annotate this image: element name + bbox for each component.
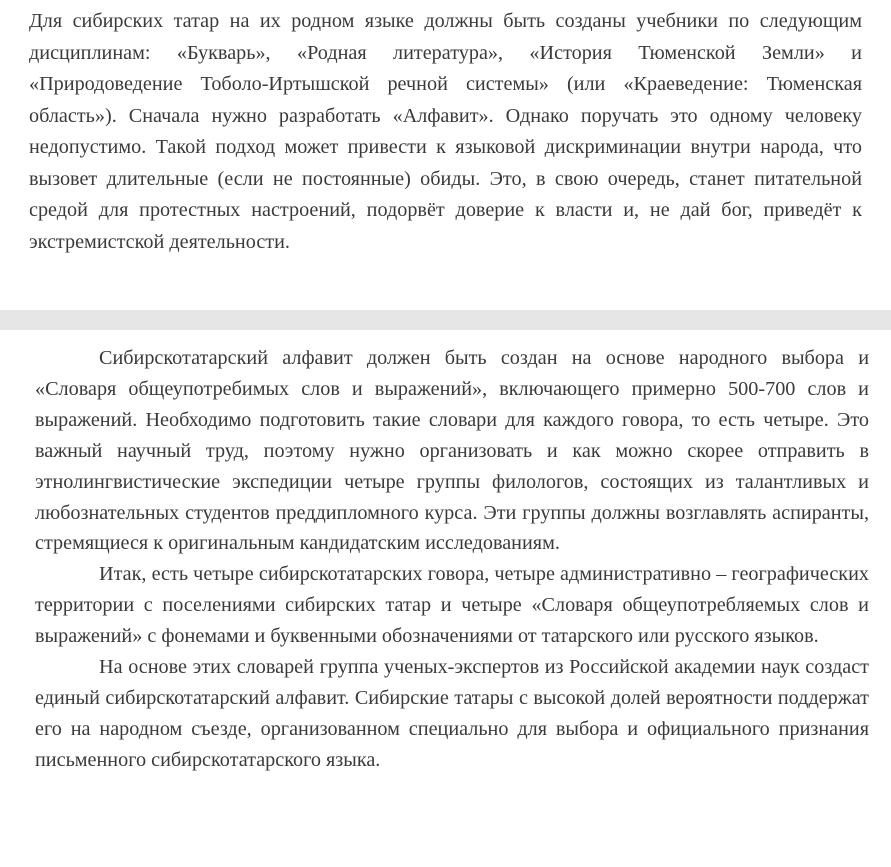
page-top-paragraph: Для сибирских татар на их родном языке должны быть созданы учебники по следующим дисциплинам: «Букварь», «Родная литература», «История Тюменской Земли» и «Природоведение Тоболо-Иртышской речной системы» (или «Краеведение: Тюменская область»). Сначала нужно разработать «Алфавит». Однако поручать это одному человеку недопустимо. Такой подход может привести к языковой дискриминации внутри народа, что вызовет длительные (если не постоянные) обиды. Это, в свою очередь, станет питательной средой для протестных настроений, подорвёт доверие к власти и, не дай бог, приведёт к экстремистской деятельности. (29, 10, 862, 253)
paragraph-alphabet-dictionary: Сибирскотатарский алфавит должен быть создан на основе народного выбора и «Словаря общеупотребимых слов и выражений», включающего примерно 500-700 слов и выражений. Необходимо подготовить такие словари для каждого говора, то есть четыре. Это важный научный труд, поэтому нужно организовать и как можно скорее отправить в этнолингвистические экспедиции четыре группы филологов, состоящих из талантливых и любознательных студентов преддипломного курса. Эти группы должны возглавлять аспиранты, стремящиеся к оригинальным кандидатским исследованиям. (35, 347, 869, 555)
paragraph-four-dialects: Итак, есть четыре сибирскотатарских говора, четыре административно – географических территории с поселениями сибирских татар и четыре «Словаря общеупотребляемых слов и выражений» с фонемами и буквенными обозначениями от татарского или русского языков. (35, 563, 869, 648)
document-page-top (0, 0, 891, 310)
document-page-bottom (0, 330, 891, 867)
page-bottom-body (35, 343, 869, 776)
paragraph-unified-alphabet: На основе этих словарей группа ученых-экспертов из Российской академии наук создаст единый сибирскотатарский алфавит. Сибирские татары с высокой долей вероятности поддержат его на народном съезде, организованном специально для выбора и официального признания письменного сибирскотатарского языка. (35, 656, 869, 771)
